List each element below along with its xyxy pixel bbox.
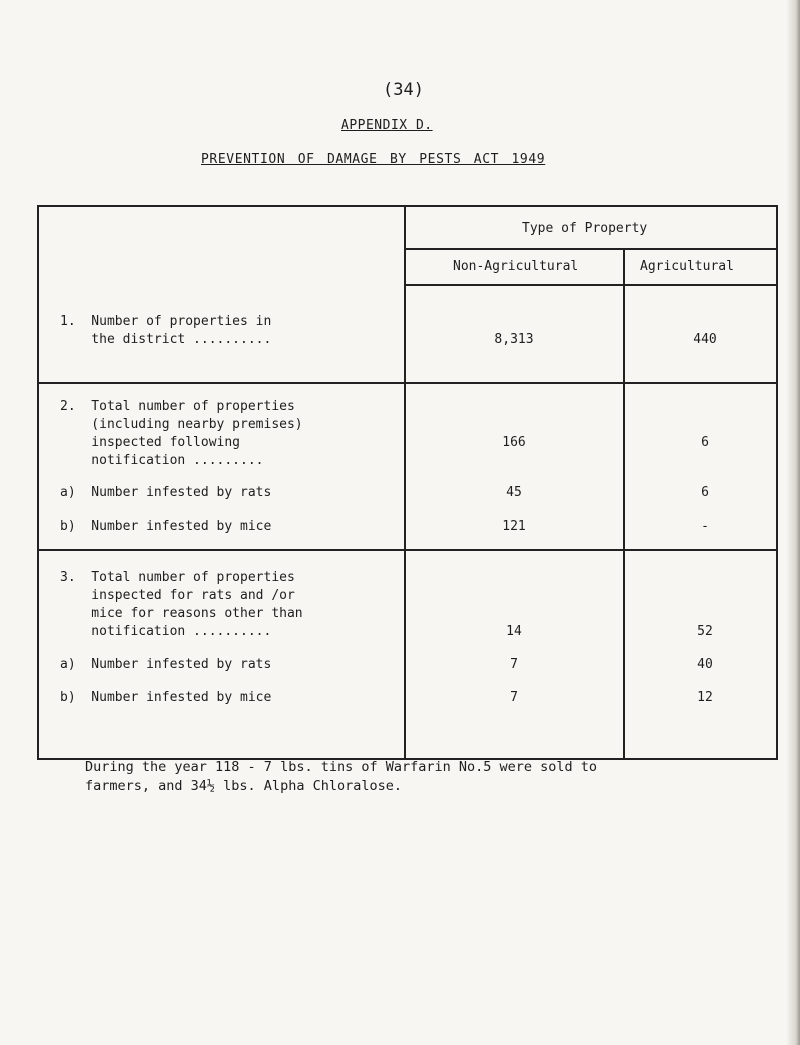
row-label: 1. Number of properties in the district .......... — [60, 314, 272, 347]
document-title: PREVENTION OF DAMAGE BY PESTS ACT 1949 — [201, 152, 546, 167]
table-section-divider-2 — [37, 549, 778, 551]
row-agricultural-value: 6 — [701, 485, 709, 500]
row-agricultural-value: 40 — [697, 657, 713, 672]
row-label: a) Number infested by rats — [60, 485, 272, 500]
table-border-top — [37, 205, 778, 207]
table-header-divider — [404, 248, 778, 250]
row-agricultural-value: 440 — [693, 332, 717, 347]
row-non-agricultural-value: 121 — [502, 519, 526, 534]
row-agricultural-value: - — [701, 519, 709, 534]
row-non-agricultural-value: 8,313 — [494, 332, 534, 347]
table-divider-label — [404, 205, 406, 760]
table-divider-type — [623, 248, 625, 760]
row-label: 2. Total number of properties (including nearby premises) inspected following notification ......... — [60, 399, 303, 468]
header-non-agricultural: Non-Agricultural — [453, 259, 579, 274]
table-border-left — [37, 205, 39, 760]
row-non-agricultural-value: 166 — [502, 435, 526, 450]
row-label: a) Number infested by rats — [60, 657, 272, 672]
page-number: (34) — [383, 80, 424, 100]
appendix-label: APPENDIX D. — [341, 118, 433, 133]
table-header-bottom — [404, 284, 778, 286]
header-agricultural: Agricultural — [640, 259, 734, 274]
row-non-agricultural-value: 14 — [506, 624, 522, 639]
row-non-agricultural-value: 7 — [510, 657, 518, 672]
footnote: During the year 118 - 7 lbs. tins of Warfarin No.5 were sold to farmers, and 34½ lbs. Alpha Chloralose. — [85, 759, 598, 794]
row-agricultural-value: 52 — [697, 624, 713, 639]
row-non-agricultural-value: 45 — [506, 485, 522, 500]
row-label: 3. Total number of properties inspected for rats and /or mice for reasons other than notification .......... — [60, 570, 303, 639]
row-agricultural-value: 6 — [701, 435, 709, 450]
row-label: b) Number infested by mice — [60, 690, 272, 705]
table-border-right — [776, 205, 778, 760]
row-label: b) Number infested by mice — [60, 519, 272, 534]
table-section-divider-1 — [37, 382, 778, 384]
row-non-agricultural-value: 7 — [510, 690, 518, 705]
page-edge-shadow — [786, 0, 800, 1045]
header-type-of-property: Type of Property — [522, 221, 648, 236]
row-agricultural-value: 12 — [697, 690, 713, 705]
